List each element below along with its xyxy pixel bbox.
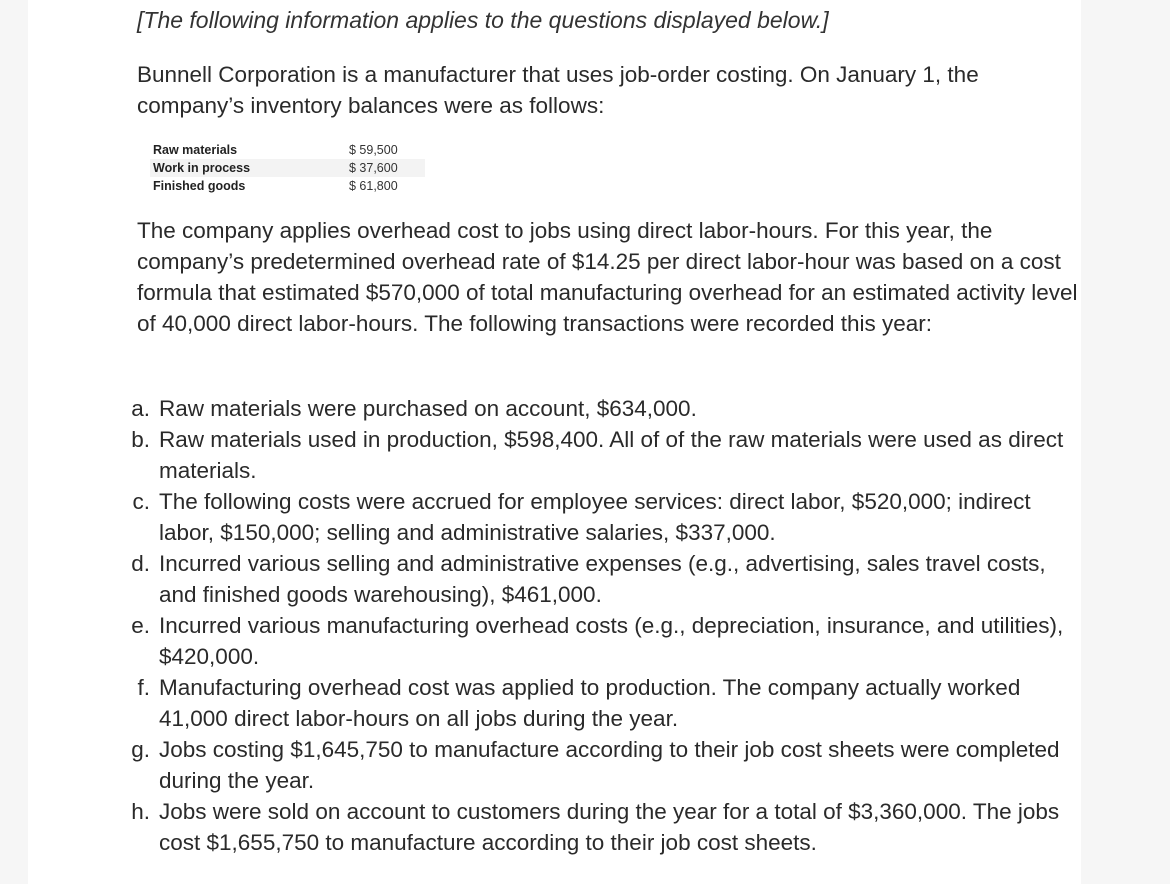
item-text: Jobs were sold on account to customers during the year for a total of $3,360,000. The jobs cost $1,655,750 to manufacture according to their job cost sheets. xyxy=(159,799,1060,855)
item-text: Incurred various selling and administrative expenses (e.g., advertising, sales travel costs, and finished goods warehousing), $461,000. xyxy=(159,551,1046,607)
item-letter: c. xyxy=(132,489,150,514)
intro-note: [The following information applies to the questions displayed below.] xyxy=(137,7,829,33)
item-letter: d. xyxy=(131,551,150,576)
list-item xyxy=(120,672,1085,734)
inventory-value: $ 61,800 xyxy=(349,179,398,193)
item-text: Incurred various manufacturing overhead costs (e.g., depreciation, insurance, and utilities), $420,000. xyxy=(159,613,1064,669)
item-letter: e. xyxy=(131,613,150,638)
item-letter: a. xyxy=(131,396,150,421)
item-text: The following costs were accrued for employee services: direct labor, $520,000; indirect labor, $150,000; selling and administrative salaries, $337,000. xyxy=(159,489,1031,545)
item-text: Manufacturing overhead cost was applied to production. The company actually worked 41,000 direct labor-hours on all jobs during the year. xyxy=(159,675,1021,731)
inventory-label: Raw materials xyxy=(153,143,238,157)
list-item xyxy=(120,393,1085,424)
table-row xyxy=(150,141,425,159)
list-item xyxy=(120,424,1085,486)
list-item xyxy=(120,610,1085,672)
list-item xyxy=(120,548,1085,610)
item-text: Raw materials were purchased on account, $634,000. xyxy=(159,396,697,421)
table-row xyxy=(150,159,425,177)
transactions-list xyxy=(120,393,1085,858)
list-item xyxy=(120,796,1085,858)
table-row xyxy=(150,177,425,195)
company-description: Bunnell Corporation is a manufacturer that uses job-order costing. On January 1, the company’s inventory balances were as follows: xyxy=(137,62,979,118)
item-text: Raw materials used in production, $598,400. All of of the raw materials were used as direct materials. xyxy=(159,427,1064,483)
inventory-value: $ 59,500 xyxy=(349,143,398,157)
inventory-label: Work in process xyxy=(150,159,343,177)
inventory-label: Finished goods xyxy=(153,179,246,193)
list-item xyxy=(120,486,1085,548)
overhead-description: The company applies overhead cost to jobs using direct labor-hours. For this year, the company’s predetermined overhead rate of $14.25 per direct labor-hour was based on a cost formula that estimated $570,000 of total manufacturing overhead for an estimated activity level of 40,000 direct labor-hours. The following transactions were recorded this year: xyxy=(137,218,1078,336)
inventory-balances-table xyxy=(150,141,425,195)
item-letter: f. xyxy=(137,675,150,700)
item-letter: g. xyxy=(131,737,150,762)
inventory-value: $ 37,600 xyxy=(343,159,425,177)
item-text: Jobs costing $1,645,750 to manufacture according to their job cost sheets were completed during the year. xyxy=(159,737,1060,793)
item-letter: h. xyxy=(131,799,150,824)
item-letter: b. xyxy=(131,427,150,452)
list-item xyxy=(120,734,1085,796)
